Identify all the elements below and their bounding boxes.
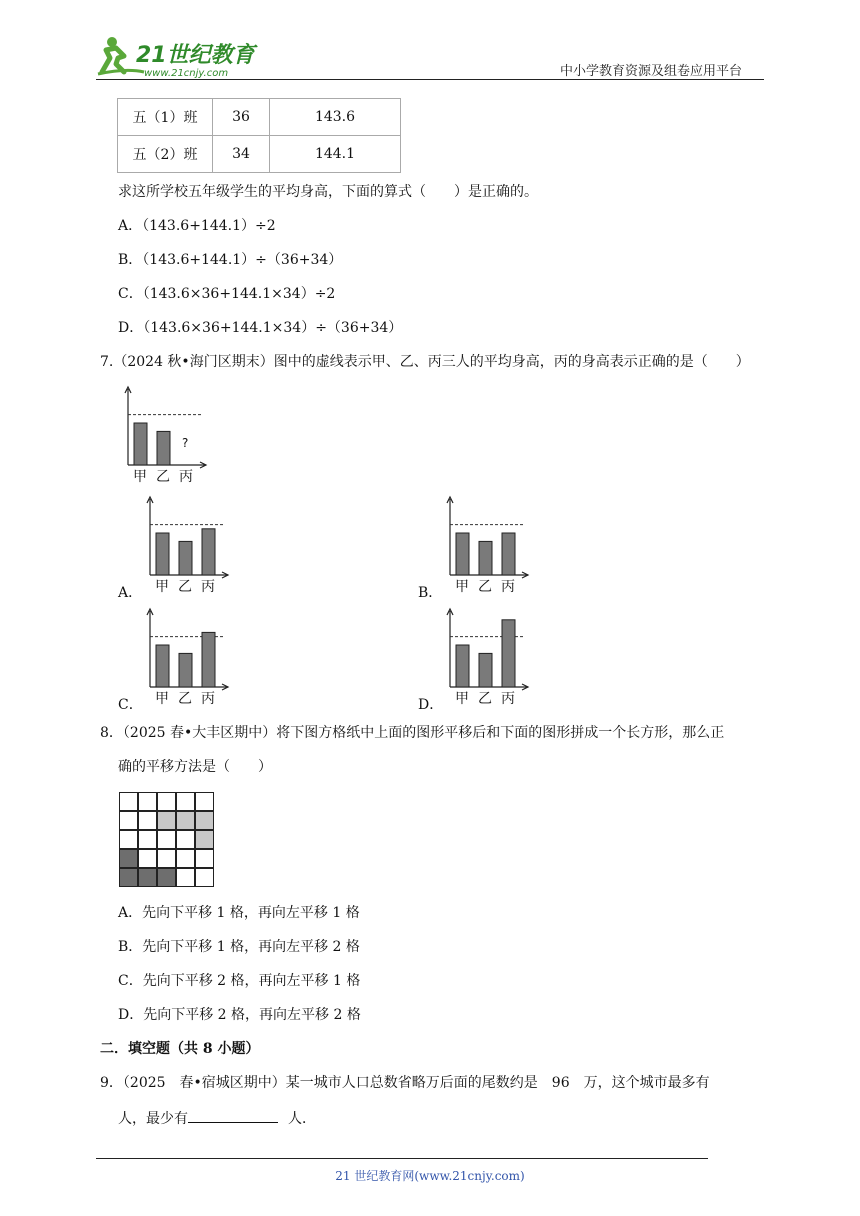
q8-stem-line1: 8．（2025 春•大丰区期中）将下图方格纸中上面的图形平移后和下面的图形拼成一个长方形，那么正 <box>100 725 725 741</box>
q8-grid-figure <box>119 792 214 887</box>
bar <box>202 632 215 687</box>
section-title: 二．填空题（共 8 小题） <box>100 1041 260 1057</box>
site-logo <box>96 32 266 80</box>
grid-cell <box>120 850 138 868</box>
tick-label: 丙 <box>501 691 515 707</box>
bar <box>479 541 492 575</box>
q7-stem-chart <box>118 385 210 485</box>
logo-sub-text: www.21cnjy.com <box>144 68 229 79</box>
grid-cell <box>177 850 195 868</box>
logo-main-text: 21世纪教育 <box>136 43 255 68</box>
tick-label: 乙 <box>478 579 492 595</box>
bar <box>502 533 515 575</box>
bar <box>179 541 192 575</box>
q7-option-b-label: B． <box>418 585 443 601</box>
grid-cell <box>158 850 176 868</box>
table-cell-count: 36 <box>213 99 270 136</box>
q7-option-c-label: C． <box>118 697 143 713</box>
q7-option-d-label: D． <box>418 697 444 713</box>
q9-line2 <box>118 1108 316 1128</box>
bar <box>456 645 469 687</box>
tick-label: 甲 <box>155 579 169 595</box>
bar <box>156 533 169 575</box>
grid-cell <box>120 869 138 887</box>
q7-stem: 7.（2024 秋•海门区期末）图中的虚线表示甲、乙、丙三人的平均身高，丙的身高表示正确的是（ ） <box>100 354 750 370</box>
table-cell-height: 144.1 <box>270 136 401 173</box>
grid-cell <box>177 831 195 849</box>
table-cell-height: 143.6 <box>270 99 401 136</box>
table-cell-count: 34 <box>213 136 270 173</box>
table-row <box>118 99 401 136</box>
bar <box>179 653 192 687</box>
q7-option-b-chart <box>440 495 532 595</box>
q6-option-c: C．（143.6×36+144.1×34）÷2 <box>118 286 336 302</box>
grid-cell <box>139 831 157 849</box>
grid-cell <box>120 812 138 830</box>
tick-label: 乙 <box>478 691 492 707</box>
grid-cell <box>177 793 195 811</box>
q8-option-c: C．先向下平移 2 格，再向左平移 1 格 <box>118 973 361 989</box>
table-cell-class: 五（2）班 <box>118 136 213 173</box>
q8-option-d: D．先向下平移 2 格，再向左平移 2 格 <box>118 1007 361 1023</box>
q8-option-b: B．先向下平移 1 格，再向左平移 2 格 <box>118 939 360 955</box>
grid-cell <box>158 793 176 811</box>
q9-text-b: 人． <box>288 1111 316 1127</box>
tick-label: 乙 <box>178 579 192 595</box>
bar <box>479 653 492 687</box>
grid-cell <box>158 812 176 830</box>
grid-cell <box>139 869 157 887</box>
tick-label: 甲 <box>155 691 169 707</box>
grid-cell <box>196 812 214 830</box>
question-mark-label: ? <box>182 436 189 450</box>
grid-cell <box>177 869 195 887</box>
grid-cell <box>196 869 214 887</box>
footer-divider <box>96 1158 708 1159</box>
tick-label: 丙 <box>501 579 515 595</box>
q8-stem-line2: 确的平移方法是（ ） <box>118 759 272 775</box>
class-height-table <box>117 98 401 173</box>
tick-label: 甲 <box>455 579 469 595</box>
q7-option-a-label: A． <box>118 585 143 601</box>
bar <box>456 533 469 575</box>
answer-blank[interactable] <box>188 1108 278 1123</box>
q7-option-a-chart <box>140 495 232 595</box>
q7-option-d-chart <box>440 607 532 707</box>
grid-cell <box>196 831 214 849</box>
tick-label: 丙 <box>201 579 215 595</box>
q7-option-c-chart <box>140 607 232 707</box>
grid-cell <box>158 831 176 849</box>
bar <box>502 620 515 687</box>
q9-line1: 9．（2025 春•宿城区期中）某一城市人口总数省略万后面的尾数约是 96 万，这个城市最多有 <box>100 1075 710 1091</box>
grid-cell <box>177 812 195 830</box>
tick-label: 丙 <box>179 469 193 485</box>
table-cell-class: 五（1）班 <box>118 99 213 136</box>
tick-label: 乙 <box>156 469 170 485</box>
table-row <box>118 136 401 173</box>
tick-label: 甲 <box>455 691 469 707</box>
grid-cell <box>139 812 157 830</box>
grid-cell <box>139 793 157 811</box>
grid-cell <box>196 793 214 811</box>
footer-text: 21 世纪教育网(www.21cnjy.com) <box>335 1169 525 1183</box>
grid-cell <box>196 850 214 868</box>
tick-label: 乙 <box>178 691 192 707</box>
q6-option-d: D．（143.6×36+144.1×34）÷（36+34） <box>118 320 403 336</box>
grid-cell <box>139 850 157 868</box>
grid-cell <box>120 793 138 811</box>
platform-name: 中小学教育资源及组卷应用平台 <box>560 64 743 79</box>
header-divider <box>96 79 764 80</box>
q6-stem: 求这所学校五年级学生的平均身高，下面的算式（ ）是正确的。 <box>118 184 538 200</box>
grid-cell <box>120 831 138 849</box>
q8-option-a: A．先向下平移 1 格，再向左平移 1 格 <box>118 905 360 921</box>
q6-option-b: B．（143.6+144.1）÷（36+34） <box>118 252 343 268</box>
grid-cell <box>158 869 176 887</box>
bar <box>134 423 147 465</box>
bar <box>202 529 215 575</box>
q6-option-a: A．（143.6+144.1）÷2 <box>118 218 276 234</box>
bar <box>157 431 170 465</box>
tick-label: 甲 <box>133 469 147 485</box>
q9-text-a: 人，最少有 <box>118 1111 188 1127</box>
tick-label: 丙 <box>201 691 215 707</box>
bar <box>156 645 169 687</box>
